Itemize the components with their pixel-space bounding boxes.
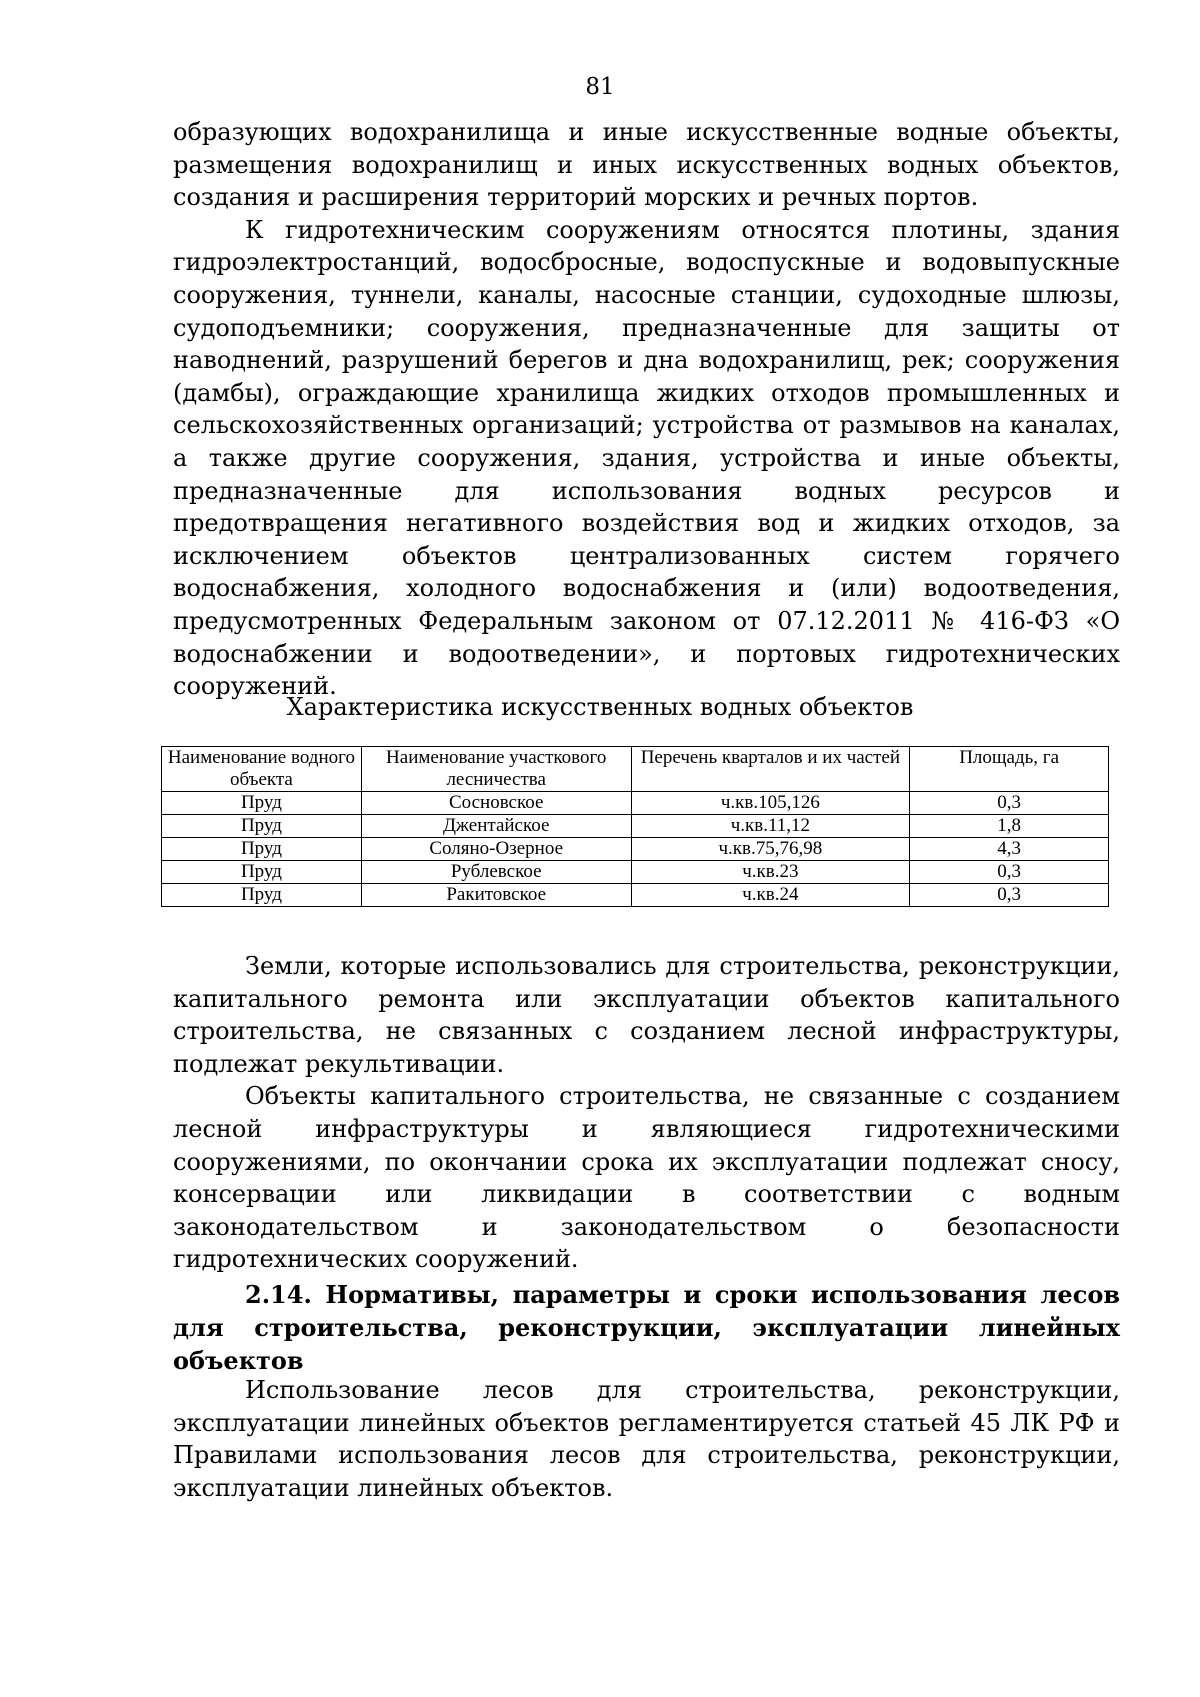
table-row: [162, 815, 1109, 838]
cell-quarters: ч.кв.75,76,98: [631, 838, 910, 861]
cell-forestry: Ракитовское: [361, 884, 631, 907]
cell-forestry: Соляно-Озерное: [361, 838, 631, 861]
table-header-row: [162, 747, 1109, 792]
paragraph-capital-objects: Объекты капитального строительства, не связанные с созданием лесной инфраструктуры и являющиеся гидротехническими сооружениями, по окончании срока их эксплуатации подлежат сносу, консервации или ликвидации в соответствии с водным законодательством и законодательством о безопасности гидротехнических сооружений.: [173, 1082, 1120, 1274]
cell-object: Пруд: [162, 884, 362, 907]
table-row: [162, 838, 1109, 861]
section-heading: 2.14. Нормативы, параметры и сроки использования лесов для строительства, реконструкции, эксплуатации линейных объектов: [173, 1280, 1120, 1375]
table-row: [162, 884, 1109, 907]
cell-quarters: ч.кв.23: [631, 861, 910, 884]
header-forestry: Наименование участкового лесничества: [361, 747, 631, 792]
text-block-middle: [173, 950, 1120, 1276]
water-objects-table: [161, 746, 1109, 907]
paragraph-linear-objects: Использование лесов для строительства, реконструкции, эксплуатации линейных объектов регламентируется статьей 45 ЛК РФ и Правилами использования лесов для строительства, реконструкции, эксплуатации линейных объектов.: [173, 1376, 1120, 1502]
table-row: [162, 792, 1109, 815]
cell-object: Пруд: [162, 861, 362, 884]
header-quarters: Перечень кварталов и их частей: [631, 747, 910, 792]
table-caption: Характеристика искусственных водных объектов: [286, 693, 914, 721]
header-water-object: Наименование водного объекта: [162, 747, 362, 792]
text-block-bottom: [173, 1374, 1120, 1504]
cell-area: 4,3: [910, 838, 1109, 861]
paragraph-continuation: образующих водохранилища и иные искусственные водные объекты, размещения водохранилищ и иных искусственных водных объектов, создания и расширения территорий морских и речных портов.: [173, 118, 1120, 212]
cell-area: 1,8: [910, 815, 1109, 838]
cell-object: Пруд: [162, 838, 362, 861]
text-block-top: [173, 116, 1120, 703]
cell-quarters: ч.кв.11,12: [631, 815, 910, 838]
table-row: [162, 861, 1109, 884]
cell-area: 0,3: [910, 861, 1109, 884]
paragraph-hydro-structures: К гидротехническим сооружениям относятся плотины, здания гидроэлектростанций, водосбросные, водоспускные и водовыпускные сооружения, туннели, каналы, насосные станции, судоходные шлюзы, судоподъемники; сооружения, предназначенные для защиты от наводнений, разрушений берегов и дна водохранилищ, рек; сооружения (дамбы), ограждающие хранилища жидких отходов промышленных и сельскохозяйственных организаций; устройства от размывов на каналах, а также другие сооружения, здания, устройства и иные объекты, предназначенные для использования водных ресурсов и предотвращения негативного воздействия вод и жидких отходов, за исключением объектов централизованных систем горячего водоснабжения, холодного водоснабжения и (или) водоотведения, предусмотренных Федеральным законом от 07.12.2011 № 416-ФЗ «О водоснабжении и водоотведении», и портовых гидротехнических сооружений.: [173, 215, 1120, 701]
cell-area: 0,3: [910, 884, 1109, 907]
cell-forestry: Рублевское: [361, 861, 631, 884]
cell-object: Пруд: [162, 815, 362, 838]
page-number: 81: [585, 74, 615, 100]
cell-quarters: ч.кв.105,126: [631, 792, 910, 815]
header-area: Площадь, га: [910, 747, 1109, 792]
cell-object: Пруд: [162, 792, 362, 815]
cell-forestry: Джентайское: [361, 815, 631, 838]
cell-forestry: Сосновское: [361, 792, 631, 815]
cell-area: 0,3: [910, 792, 1109, 815]
cell-quarters: ч.кв.24: [631, 884, 910, 907]
paragraph-land-recultivation: Земли, которые использовались для строительства, реконструкции, капитального ремонта или эксплуатации объектов капитального строительства, не связанных с созданием лесной инфраструктуры, подлежат рекультивации.: [173, 952, 1120, 1078]
